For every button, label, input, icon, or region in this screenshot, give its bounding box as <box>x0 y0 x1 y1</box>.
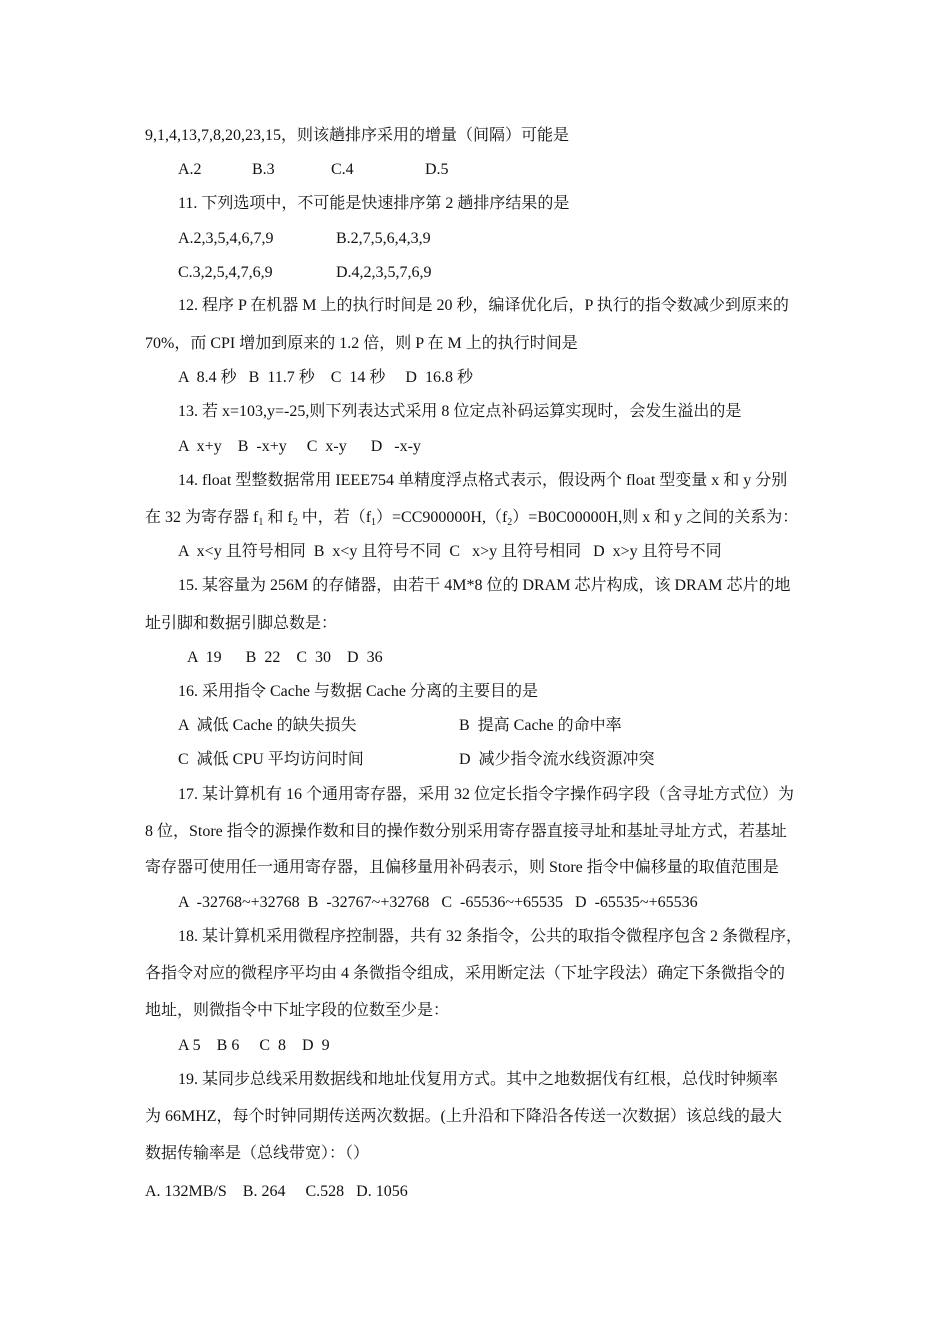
q16-option-b: B 提高 Cache 的命中率 <box>459 717 622 734</box>
q15-stem-line1: 15. 某容量为 256M 的存储器，由若干 4M*8 位的 DRAM 芯片构成，该 DRAM 芯片的地 <box>178 577 791 594</box>
q10-option-d: D.5 <box>425 161 449 178</box>
q18-options: A 5 B 6 C 8 D 9 <box>178 1037 330 1054</box>
q18-stem-line1: 18. 某计算机采用微程序控制器，共有 32 条指令，公共的取指令微程序包含 2 条微程序， <box>178 928 803 945</box>
q14-stem-line2: 在 32 为寄存器 $f_1$ 和 $f_2$ 中，若$(f_1)=CC900000H,(f_2)=B0C00000H$,则 x 和 y 之间的关系为： <box>145 509 799 528</box>
q19-stem-line2: 为 66MHZ，每个时钟同期传送两次数据。(上升沿和下降沿各传送一次数据）该总线的最大 <box>145 1108 782 1125</box>
q19-stem-line1: 19. 某同步总线采用数据线和地址伐复用方式。其中之地数据伐有红根，总伐时钟频率 <box>178 1071 779 1088</box>
q11-option-b: B.2,7,5,6,4,3,9 <box>336 230 431 247</box>
q10-continuation: 9,1,4,13,7,8,20,23,15，则该趟排序采用的增量（间隔）可能是 <box>145 127 570 144</box>
q10-option-a: A.2 <box>178 161 202 178</box>
q10-option-b: B.3 <box>252 161 275 178</box>
q15-stem-line2: 址引脚和数据引脚总数是： <box>145 615 338 632</box>
q19-stem-line3: 数据传输率是（总线带宽）：（） <box>145 1145 370 1162</box>
q16-option-c: C 减低 CPU 平均访问时间 <box>178 751 364 768</box>
q13-options: A x+y B -x+y C x-y D -x-y <box>178 438 421 455</box>
q18-stem-line3: 地址，则微指令中下址字段的位数至少是： <box>145 1002 450 1019</box>
q16-option-d: D 减少指令流水线资源冲突 <box>459 751 655 768</box>
q18-stem-line2: 各指令对应的微程序平均由 4 条微指令组成，采用断定法（下址字段法）确定下条微指令的 <box>145 965 786 982</box>
q11-option-d: D.4,2,3,5,7,6,9 <box>336 264 432 281</box>
q15-options: A 19 B 22 C 30 D 36 <box>187 649 383 666</box>
q16-stem: 16. 采用指令 Cache 与数据 Cache 分离的主要目的是 <box>178 683 538 700</box>
q14-options: A x<y 且符号相同 B x<y 且符号不同 C x>y 且符号相同 D x>y 且符号不同 <box>178 543 722 560</box>
q10-option-c: C.4 <box>331 161 354 178</box>
q17-stem-line3: 寄存器可使用任一通用寄存器，且偏移量用补码表示，则 Store 指令中偏移量的取值范围是 <box>145 859 779 876</box>
q16-option-a: A 减低 Cache 的缺失损失 <box>178 717 357 734</box>
q12-stem-line2: 70%，而 CPI 增加到原来的 1.2 倍，则 P 在 M 上的执行时间是 <box>145 335 578 352</box>
q17-stem-line1: 17. 某计算机有 16 个通用寄存器，采用 32 位定长指令字操作码字段（含寻址方式位）为 <box>178 786 795 803</box>
q12-options: A 8.4 秒 B 11.7 秒 C 14 秒 D 16.8 秒 <box>178 369 473 386</box>
q11-stem: 11. 下列选项中，不可能是快速排序第 2 趟排序结果的是 <box>178 195 570 212</box>
q17-stem-line2: 8 位，Store 指令的源操作数和目的操作数分别采用寄存器直接寻址和基址寻址方式，若基址 <box>145 823 787 840</box>
q17-options: A -32768~+32768 B -32767~+32768 C -65536~+65535 D -65535~+65536 <box>178 894 698 911</box>
q14-stem-line1: 14. float 型整数据常用 IEEE754 单精度浮点格式表示，假设两个 float 型变量 x 和 y 分别 <box>178 472 788 489</box>
q11-option-c: C.3,2,5,4,7,6,9 <box>178 264 273 281</box>
q13-stem: 13. 若 x=103,y=-25,则下列表达式采用 8 位定点补码运算实现时，会发生溢出的是 <box>178 403 742 420</box>
q12-stem-line1: 12. 程序 P 在机器 M 上的执行时间是 20 秒，编译优化后，P 执行的指令数减少到原来的 <box>178 297 789 314</box>
q11-option-a: A.2,3,5,4,6,7,9 <box>178 230 274 247</box>
q19-options: A. 132MB/S B. 264 C.528 D. 1056 <box>145 1183 408 1200</box>
